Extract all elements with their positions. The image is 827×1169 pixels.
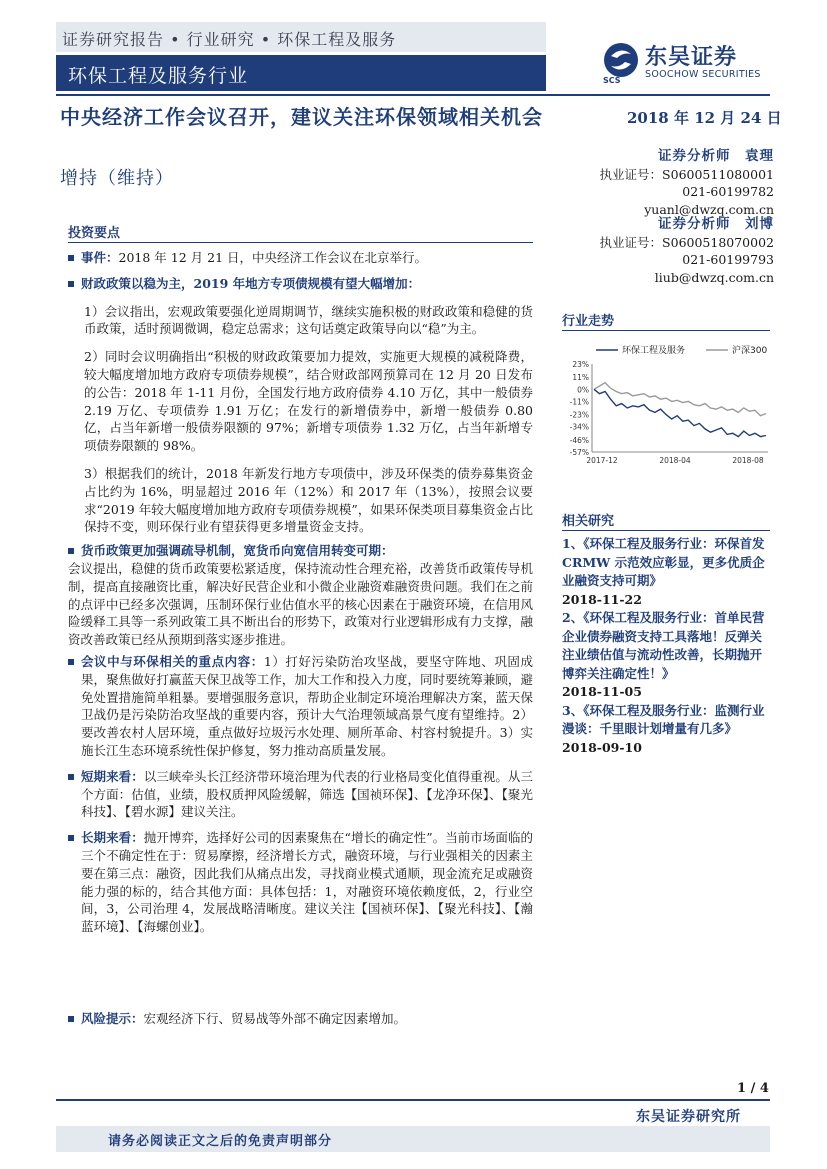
page-number: 1 / 4 <box>737 1081 769 1096</box>
report-date: 2018 年 12 月 24 日 <box>627 109 782 127</box>
x-tick-label: 2018-04 <box>659 456 691 465</box>
bullet-label: 财政政策以稳为主，2019 年地方专项债规模有望大幅增加： <box>81 275 421 291</box>
report-title: 中央经济工作会议召开，建议关注环保领域相关机会 <box>60 105 543 129</box>
analyst-card <box>580 216 774 286</box>
analyst-license: 执业证号：S0600518070002 <box>599 234 774 250</box>
bullet-label: 货币政策更加强调疏导机制，宽货币向宽信用转变可期： <box>81 543 394 559</box>
y-tick-label: -57% <box>569 448 589 457</box>
industry-trend-chart <box>562 340 774 470</box>
analyst-name: 证券分析师 袁理 <box>658 148 774 164</box>
related-report[interactable] <box>562 702 770 758</box>
bullet-item <box>68 275 533 293</box>
footer-divider <box>56 1099 770 1101</box>
bullet-item <box>68 653 533 760</box>
analyst-name: 证券分析师 刘博 <box>658 216 774 232</box>
related-date: 2018-11-05 <box>562 684 642 699</box>
legend-label: 沪深300 <box>732 346 768 356</box>
industry-band <box>56 55 546 91</box>
section-heading-related: 相关研究 <box>562 514 615 529</box>
analyst-email[interactable]: liub@dwzq.com.cn <box>654 269 774 285</box>
related-research-list <box>562 535 770 757</box>
bullet-label: 风险提示： <box>81 1011 144 1026</box>
analyst-license: 执业证号：S0600511080001 <box>599 166 774 182</box>
logo-chinese-name: 东吴证券 <box>645 45 738 70</box>
y-tick-label: -34% <box>569 422 589 432</box>
bullet-label: 事件： <box>81 250 119 265</box>
related-report[interactable] <box>562 535 770 609</box>
section-heading-trend: 行业走势 <box>562 314 615 329</box>
section-divider <box>562 530 770 531</box>
y-tick-label: 23% <box>572 360 589 369</box>
bullet-item <box>68 829 533 936</box>
section-divider <box>562 330 770 331</box>
bullet-item <box>68 249 533 267</box>
risk-note <box>68 1010 533 1028</box>
y-tick-label: 0% <box>577 385 589 395</box>
company-logo <box>603 40 773 86</box>
paragraph: 会议提出，稳健的货币政策要松紧适度，保持流动性合理充裕，改善货币政策传导机制，提高直接融资比重，解决好民营企业和小微企业融资难融资贵问题。我们在之前的点评中已经多次强调，压制环保行业估值水平的核心因素在于融资环境，在信用风险缓释工具等一系列政策工具不断出台的形势下，政策对行业逻辑形成有力支撑，融资改善政策已经从预期到落实逐步推进。 <box>68 560 533 648</box>
bullet-label: 会议中与环保相关的重点内容： <box>81 653 264 669</box>
analyst-phone: 021-60199782 <box>682 184 774 199</box>
bullet-text: 以三峡牵头长江经济带环境治理为代表的行业格局变化值得重视。从三个方面：估值，业绩，股权质押风险缓解，筛选【国祯环保】、【龙净环保】、【聚光科技】、【碧水源】建议关注。 <box>81 768 533 820</box>
industry-name: 环保工程及服务行业 <box>68 65 249 87</box>
related-date: 2018-09-10 <box>562 739 642 755</box>
bullet-item <box>68 1010 533 1028</box>
bullet-text: 2018 年 12 月 21 日，中央经济工作会议在北京举行。 <box>118 250 428 265</box>
related-title: 1、《环保工程及服务行业：环保首发 CRMW 示范效应彰显，更多优质企业融资支持可期》 <box>562 536 765 588</box>
x-tick-label: 2018-08 <box>732 456 764 465</box>
y-tick-label: 11% <box>572 373 589 383</box>
series-line <box>594 383 766 416</box>
institute-name: 东吴证券研究所 <box>636 1109 741 1125</box>
analyst-card <box>580 148 774 218</box>
series-line <box>594 389 766 436</box>
breadcrumb-bar <box>56 22 546 52</box>
related-date: 2018-11-22 <box>562 591 642 607</box>
related-title: 3、《环保工程及服务行业：监测行业漫谈：千里眼计划增量有几多》 <box>562 702 765 736</box>
disclaimer-text: 请务必阅读正文之后的免责声明部分 <box>108 1134 333 1149</box>
logo-abbreviation: SCS <box>603 76 621 85</box>
disclaimer-bar <box>56 1126 770 1152</box>
bullet-text: 1）打好污染防治攻坚战，要坚守阵地、巩固成果，聚焦做好打赢蓝天保卫战等工作，加大工作和投入力度，同时要统筹兼顾，避免处置措施简单粗暴。要增强服务意识，帮助企业制定环境治理解决方案，蓝天保卫战仍是污染防治攻坚战的重要内容，预计大气治理领域高景气度有望维持。2）要改善农村人居环境，重点做好垃圾污水处理、厕所革命、村容村貌提升。3）实施长江生态环境系统性保护修复，努力推动高质量发展。 <box>81 653 533 758</box>
bullet-label: 短期来看： <box>81 768 144 784</box>
y-tick-label: -46% <box>569 435 589 445</box>
y-tick-label: -23% <box>569 410 589 420</box>
related-report[interactable] <box>562 609 770 702</box>
logo-english-name: SOOCHOW SECURITIES <box>645 69 761 80</box>
analyst-email[interactable]: yuanl@dwzq.com.cn <box>644 201 774 217</box>
rating: 增持（维持） <box>60 168 174 189</box>
highlights-body <box>68 249 533 936</box>
section-divider <box>68 242 533 243</box>
bullet-item <box>68 768 533 821</box>
bullet-label: 长期来看： <box>81 830 144 846</box>
bullet-text: 宏观经济下行、贸易战等外部不确定因素增加。 <box>143 1011 407 1026</box>
analyst-phone: 021-60199793 <box>682 252 774 267</box>
legend-label: 环保工程及服务 <box>622 346 686 356</box>
soochow-logo-icon <box>603 42 639 78</box>
bullet-text: 抛开博弈，选择好公司的因素聚焦在“增长的确定性”。当前市场面临的三个不确定性在于：贸易摩擦，经济增长方式，融资环境，与行业强相关的因素主要在第三点：融资，因此我们从痛点出发，寻找商业模式通顺，现金流充足或融资能力强的标的，结合其他方面：具体包括：1，对融资环境依赖度低，2，行业空间，3，公司治理 4，发展战略清晰度。建议关注【国祯环保】、【聚光科技】、【瀚蓝环境】、【海螺创业】。 <box>81 830 533 935</box>
paragraph: 1）会议指出，宏观政策要强化逆周期调节，继续实施积极的财政政策和稳健的货币政策，适时预调微调，稳定总需求；这句话奠定政策导向以“稳”为主。 <box>84 303 533 337</box>
paragraph: 3）根据我们的统计，2018 年新发行地方专项债中，涉及环保类的债券募集资金占比约为 16%，明显超过 2016 年（12%）和 2017 年（13%），按照会议要求“2019 年较大幅度增加地方政府专项债券规模”，如果环保类项目募集资金占比保持不变，则环保行业有望获得更多增量资金支持。 <box>84 465 533 535</box>
header-divider <box>56 94 770 96</box>
paragraph: 2）同时会议明确指出“积极的财政政策要加力提效，实施更大规模的减税降费，较大幅度增加地方政府专项债券规模”，结合财政部网预算司在 12 月 20 日发布的公告：2018 年 1-11 月份，全国发行地方政府债券 4.10 万亿，其中一般债券 2.19 万亿、专项债券 1.91 万亿；在发行的新增债券中，新增一般债券 0.80 亿，占当年新增一般债券限额的 97%；新增专项债券 1.32 万亿，占当年新增专项债券限额的 98%。 <box>84 349 533 454</box>
breadcrumb: 证券研究报告 • 行业研究 • 环保工程及服务 <box>62 30 397 49</box>
related-title: 2、《环保工程及服务行业：首单民营企业债券融资支持工具落地！反弹关注业绩估值与流动性改善，长期抛开博弈关注确定性！》 <box>562 610 765 681</box>
section-heading-invest: 投资要点 <box>68 226 121 241</box>
x-tick-label: 2017-12 <box>586 456 618 465</box>
y-tick-label: -11% <box>569 397 589 407</box>
bullet-item <box>68 542 533 560</box>
